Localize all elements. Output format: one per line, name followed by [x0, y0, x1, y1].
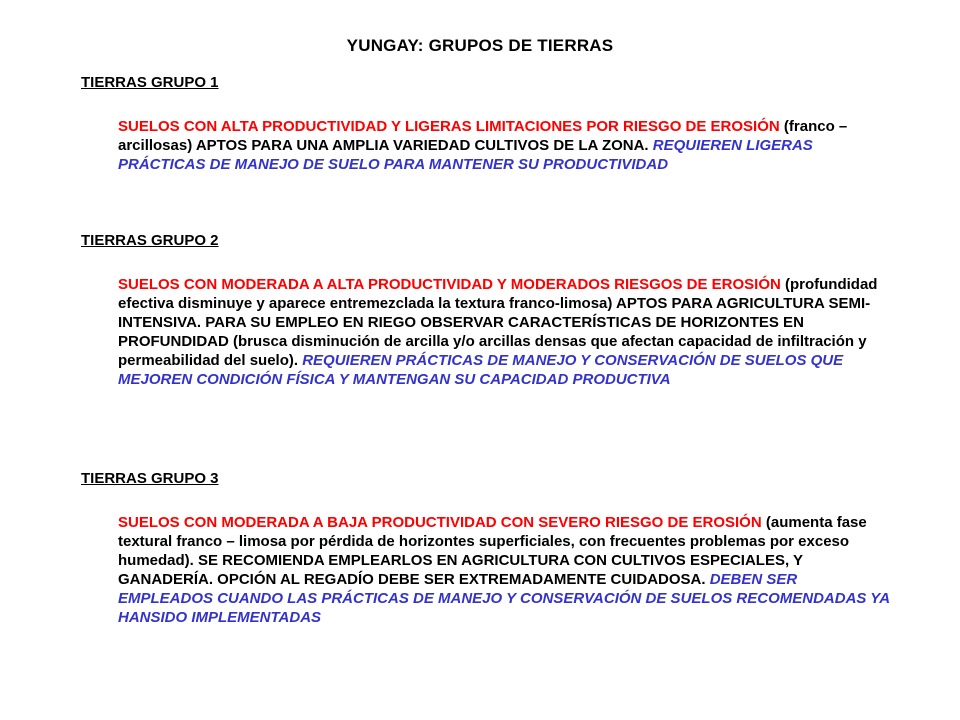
group-1-heading: TIERRAS GRUPO 1: [81, 74, 219, 91]
group-3-blue-text: DEBEN SER EMPLEADOS CUANDO LAS PRÁCTICAS DE MANEJO Y CONSERVACIÓN DE SUELOS RECOMENDADAS YA HANSIDO IMPLEMENTADAS: [118, 571, 890, 626]
group-1-description: [118, 117, 893, 174]
group-3-description: [118, 513, 893, 627]
group-2-red-text: SUELOS CON MODERADA A ALTA PRODUCTIVIDAD Y MODERADOS RIESGOS DE EROSIÓN: [118, 276, 781, 293]
group-2-heading: TIERRAS GRUPO 2: [81, 232, 219, 249]
group-1-red-text: SUELOS CON ALTA PRODUCTIVIDAD Y LIGERAS LIMITACIONES POR RIESGO DE EROSIÓN: [118, 118, 780, 135]
group-3-red-text: SUELOS CON MODERADA A BAJA PRODUCTIVIDAD CON SEVERO RIESGO DE EROSIÓN: [118, 514, 762, 531]
group-2-blue-text: REQUIEREN PRÁCTICAS DE MANEJO Y CONSERVACIÓN DE SUELOS QUE MEJOREN CONDICIÓN FÍSICA Y MANTENGAN SU CAPACIDAD PRODUCTIVA: [118, 352, 844, 388]
group-2-black-text: (profundidad efectiva disminuye y aparece entremezclada la textura franco-limosa) APTOS PARA AGRICULTURA SEMI-INTENSIVA. PARA SU EMPLEO EN RIEGO OBSERVAR CARACTERÍSTICAS DE HORIZONTES EN PROFUNDIDAD (brusca disminución de arcilla y/o arcillas densas que afectan capacidad de infiltración y permeabilidad del suelo).: [118, 276, 878, 369]
group-2-description: [118, 275, 893, 389]
group-1-blue-text: REQUIEREN LIGERAS PRÁCTICAS DE MANEJO DE SUELO PARA MANTENER SU PRODUCTIVIDAD: [118, 137, 813, 173]
group-3-heading: TIERRAS GRUPO 3: [81, 470, 219, 487]
group-1-black-text: (franco – arcillosas) APTOS PARA UNA AMPLIA VARIEDAD CULTIVOS DE LA ZONA.: [118, 118, 848, 154]
slide-title: YUNGAY: GRUPOS DE TIERRAS: [346, 36, 614, 55]
group-3-black-text: (aumenta fase textural franco – limosa por pérdida de horizontes superficiales, con frecuentes problemas por exceso humedad). SE RECOMIENDA EMPLEARLOS EN AGRICULTURA CON CULTIVOS ESPECIALES, Y GANADERÍA. OPCIÓN AL REGADÍO DEBE SER EXTREMADAMENTE CUIDADOSA.: [118, 514, 867, 588]
